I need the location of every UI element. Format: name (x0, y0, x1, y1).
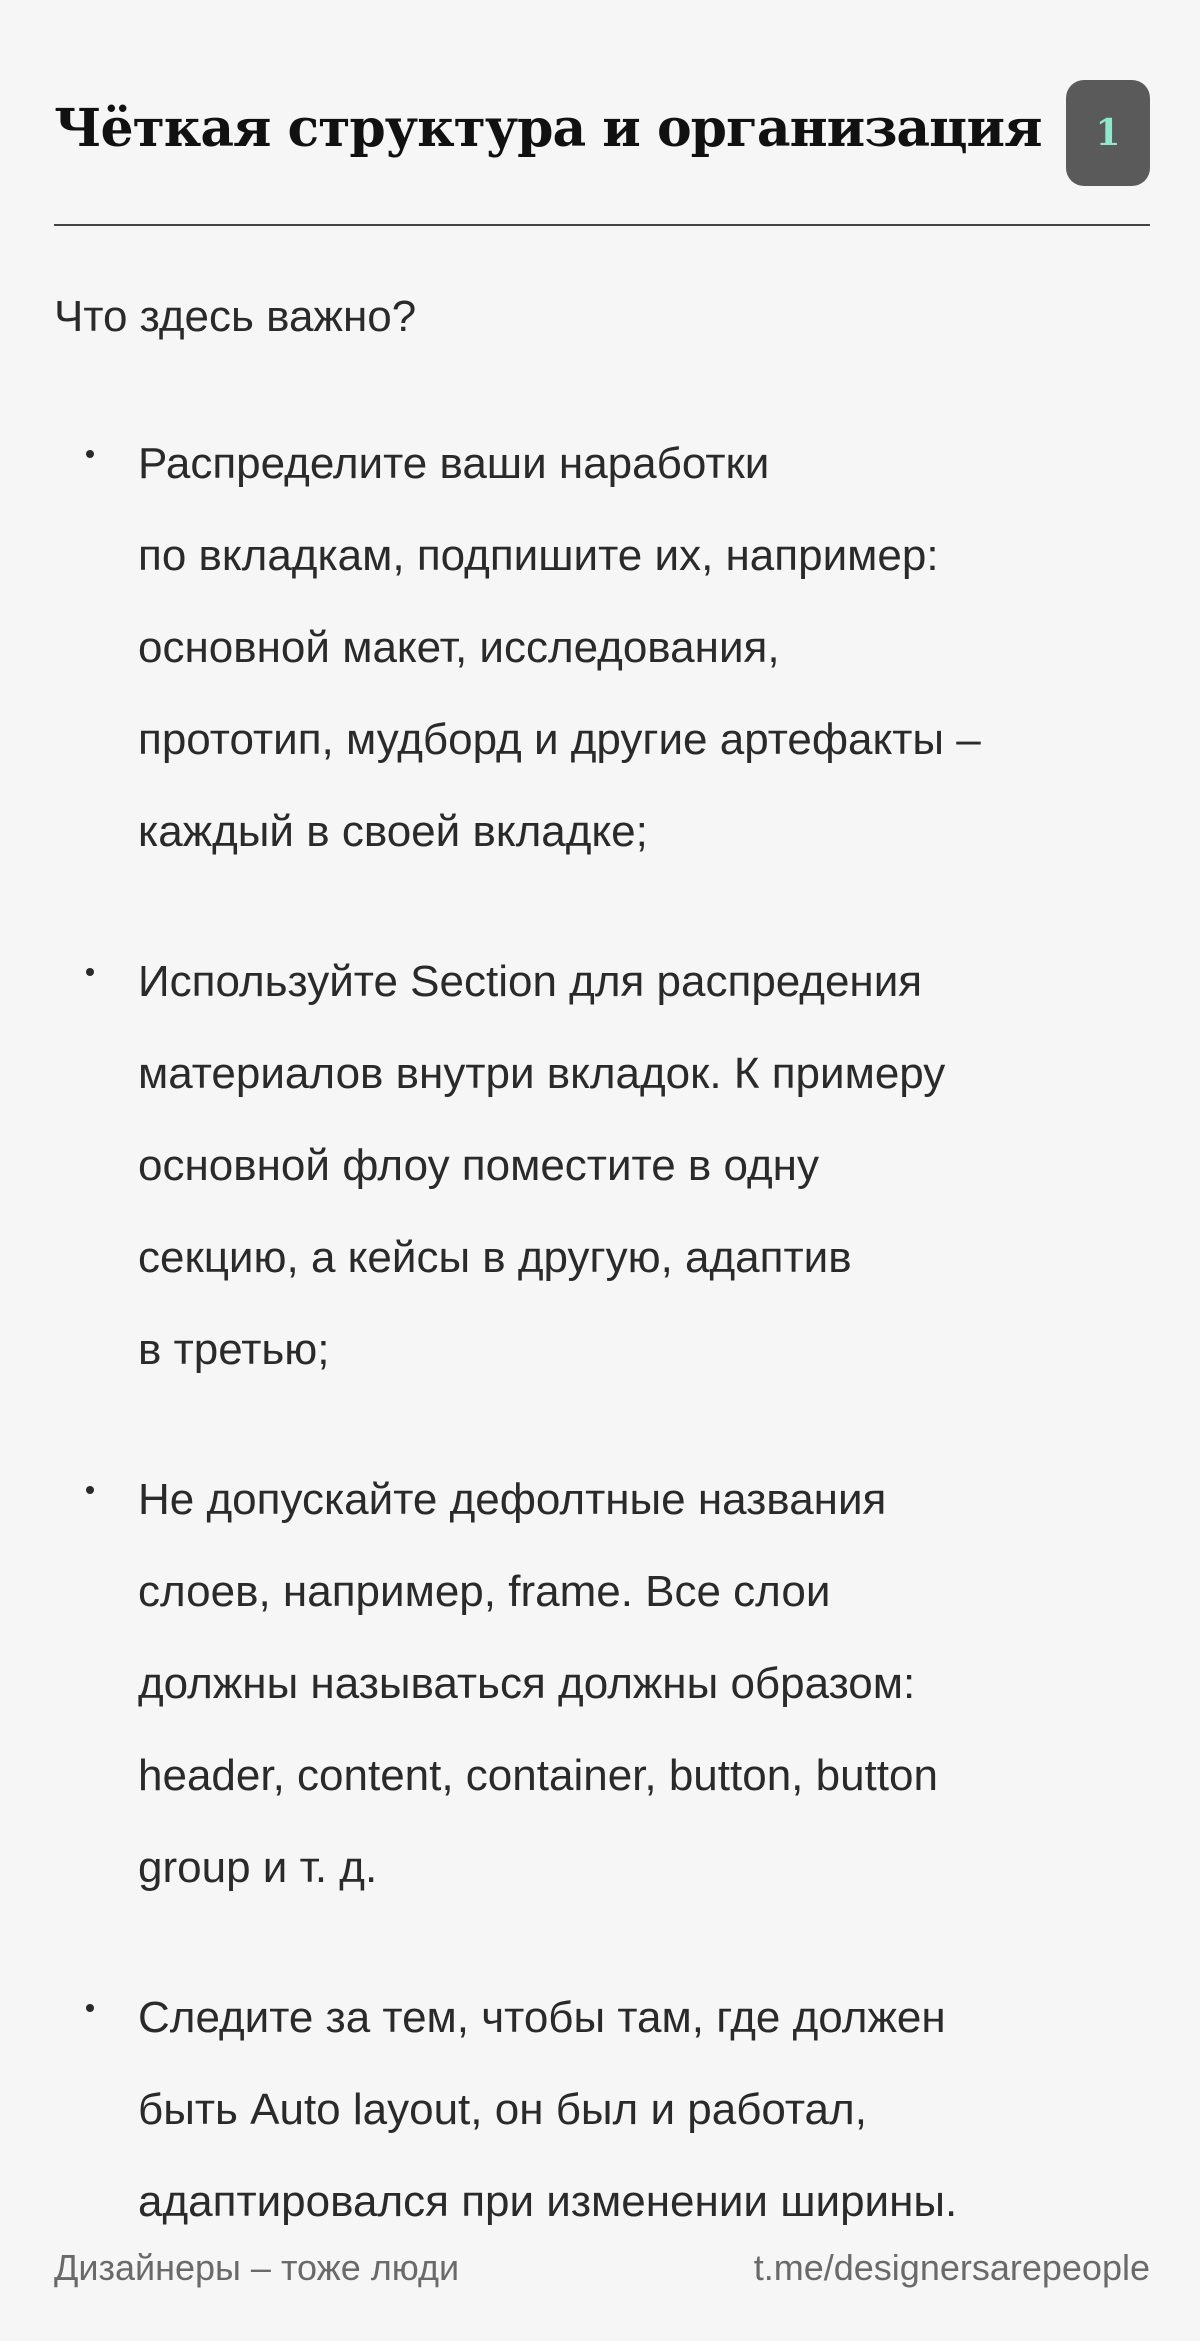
bullet-item (54, 1972, 1150, 2248)
bullet-line: header, content, container, button, button (138, 1751, 938, 1800)
bullet-item (54, 418, 1150, 878)
bullet-line: основной флоу поместите в одну (138, 1141, 819, 1190)
bullet-line: в третью; (138, 1325, 330, 1374)
bullet-line: быть Auto layout, он был и работал, (138, 2085, 867, 2134)
bullet-item (54, 936, 1150, 1396)
section-question: Что здесь важно? (54, 292, 417, 341)
bullet-line: слоев, например, frame. Все слои (138, 1567, 831, 1616)
bullet-list (54, 418, 1150, 2306)
bullet-line: Распределите ваши наработки (138, 439, 770, 488)
page-header (54, 80, 1150, 190)
bullet-dot-icon (86, 968, 94, 976)
page-title: Чёткая структура и организация (54, 98, 1042, 159)
bullet-line: прототип, мудборд и другие артефакты – (138, 715, 981, 764)
bullet-line: по вкладкам, подпишите их, например: (138, 531, 939, 580)
header-divider (54, 224, 1150, 226)
footer-caption: Дизайнеры – тоже люди (54, 2247, 460, 2288)
bullet-dot-icon (86, 450, 94, 458)
bullet-dot-icon (86, 1486, 94, 1494)
bullet-line: должны называться должны образом: (138, 1659, 916, 1708)
page-number-badge: 1 (1066, 80, 1150, 186)
footer-link[interactable]: t.me/designersarepeople (753, 2247, 1150, 2288)
bullet-line: основной макет, исследования, (138, 623, 780, 672)
bullet-line: group и т. д. (138, 1843, 378, 1892)
bullet-line: Не допускайте дефолтные названия (138, 1475, 887, 1524)
bullet-line: адаптировался при изменении ширины. (138, 2177, 958, 2226)
bullet-line: каждый в своей вкладке; (138, 807, 648, 856)
bullet-dot-icon (86, 2004, 94, 2012)
bullet-line: материалов внутри вкладок. К примеру (138, 1049, 946, 1098)
bullet-line: Используйте Section для распредения (138, 957, 923, 1006)
bullet-item (54, 1454, 1150, 1914)
bullet-line: Следите за тем, чтобы там, где должен (138, 1993, 946, 2042)
bullet-line: секцию, а кейсы в другую, адаптив (138, 1233, 852, 1282)
